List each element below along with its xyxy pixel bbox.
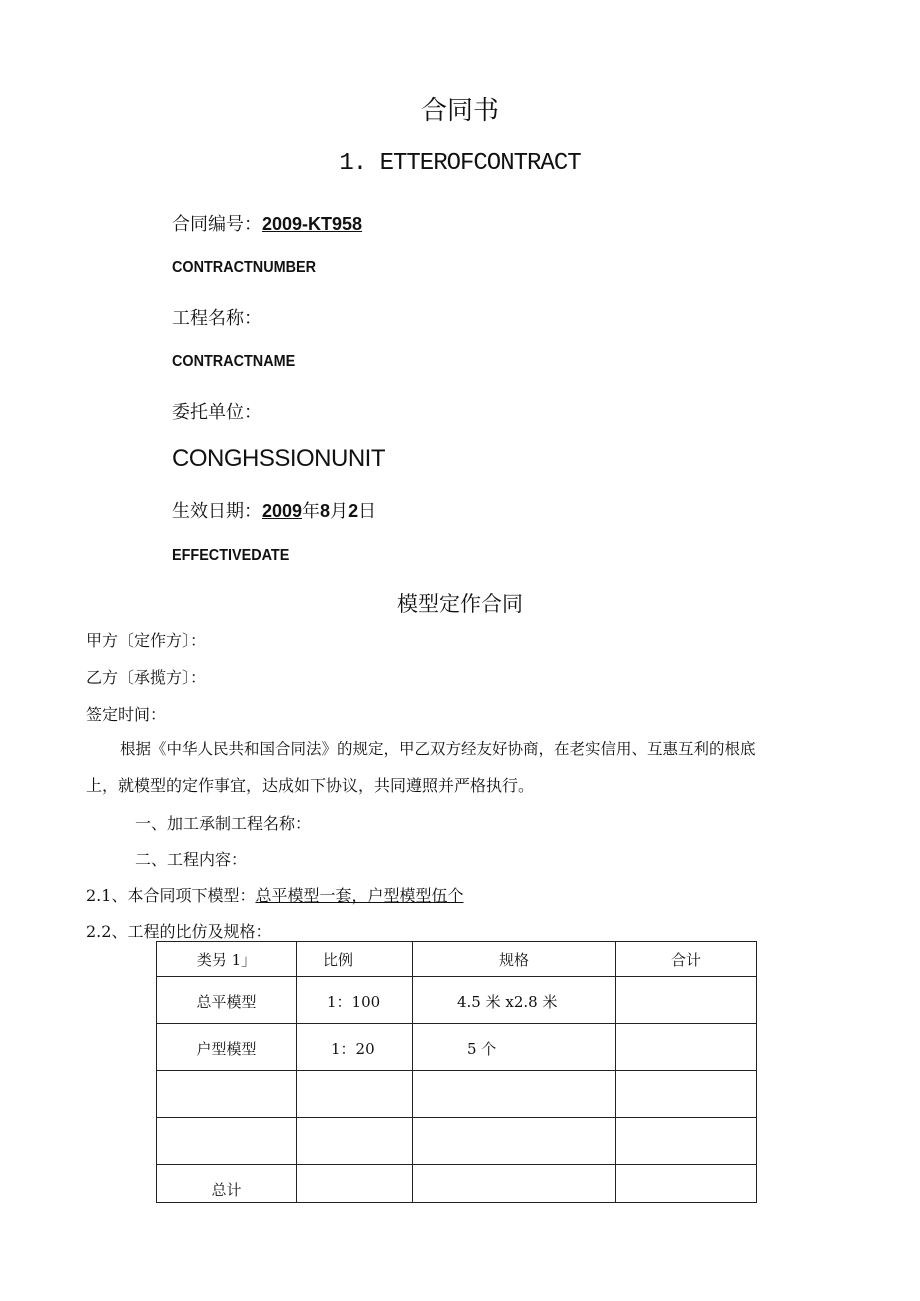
table-cell	[297, 1071, 413, 1118]
table-cell: 1：100	[297, 977, 413, 1024]
signing-time-label: 签定时间：	[86, 705, 167, 724]
table-row	[157, 1118, 757, 1165]
intro-paragraph-line1: 根据《中华人民共和国合同法》的规定，甲乙双方经友好协商，在老实信用、互惠互利的根底	[120, 740, 756, 758]
cover-title: 合同书	[420, 96, 499, 126]
client-en: CONGHSSIONUNIT	[172, 445, 386, 472]
effective-year: 2009	[262, 501, 303, 521]
table-total-label: 总计	[157, 1165, 297, 1203]
contract-title: 模型定作合同	[397, 592, 523, 616]
table-cell: 户型模型	[157, 1024, 297, 1071]
table-cell: 5 个	[413, 1024, 616, 1071]
table-cell	[616, 977, 757, 1024]
specification-table	[156, 941, 757, 1203]
contract-number-label: 合同编号：	[172, 214, 262, 235]
party-a-label: 甲方〔定作方〕：	[86, 631, 207, 650]
table-row	[157, 1071, 757, 1118]
effective-month: 8	[320, 501, 331, 521]
client-label: 委托单位：	[172, 402, 262, 423]
effective-date-en: EFFECTIVEDATE	[172, 547, 290, 564]
table-cell	[616, 1071, 757, 1118]
table-cell	[413, 1165, 616, 1203]
contract-number-value: 2009-KT958	[262, 214, 363, 234]
effective-day-unit: 日	[358, 501, 377, 522]
table-header-cell: 合计	[616, 942, 757, 977]
section-1-heading: 一、加工承制工程名称：	[135, 814, 312, 833]
table-cell	[616, 1118, 757, 1165]
table-header-row	[157, 942, 757, 977]
effective-date-label: 生效日期：	[172, 501, 262, 522]
intro-paragraph-line2: 上，就模型的定作事宜，达成如下协议，共同遵照并严格执行。	[86, 776, 535, 795]
table-row	[157, 977, 757, 1024]
item-2-2: 2.2、工程的比仿及规格：	[86, 922, 272, 941]
table-cell: 1：20	[297, 1024, 413, 1071]
table-cell	[297, 1118, 413, 1165]
item-2-1-prefix: 2.1、本合同项下模型：	[86, 886, 256, 905]
table-header-cell: 类另 1」	[157, 942, 297, 977]
table-cell: 总平模型	[157, 977, 297, 1024]
cover-subtitle: 1. ETTEROFCONTRACT	[339, 150, 581, 177]
section-2-heading: 二、工程内容：	[135, 850, 248, 869]
contract-number-row	[172, 210, 362, 236]
project-name-en: CONTRACTNAME	[172, 353, 296, 370]
table-header-cell: 规格	[413, 942, 616, 977]
table-cell	[157, 1118, 297, 1165]
table-cell	[157, 1071, 297, 1118]
party-b-label: 乙方〔承揽方〕：	[86, 668, 207, 687]
table-row	[157, 1024, 757, 1071]
table-cell	[297, 1165, 413, 1203]
effective-month-unit: 月	[330, 501, 349, 522]
table-cell	[616, 1165, 757, 1203]
table-total-row	[157, 1165, 757, 1203]
contract-number-en: CONTRACTNUMBER	[172, 259, 316, 276]
table-header-cell: 比例	[297, 942, 413, 977]
effective-day: 2	[348, 501, 359, 521]
table-cell: 4.5 米 x2.8 米	[413, 977, 616, 1024]
table-cell	[413, 1071, 616, 1118]
project-name-label: 工程名称：	[172, 308, 262, 329]
effective-year-unit: 年	[302, 501, 321, 522]
item-2-1-value: 总平模型一套，户型模型伍个	[255, 886, 464, 905]
effective-date-row	[172, 497, 376, 523]
table-cell	[616, 1024, 757, 1071]
table-cell	[413, 1118, 616, 1165]
item-2-1	[86, 883, 463, 906]
